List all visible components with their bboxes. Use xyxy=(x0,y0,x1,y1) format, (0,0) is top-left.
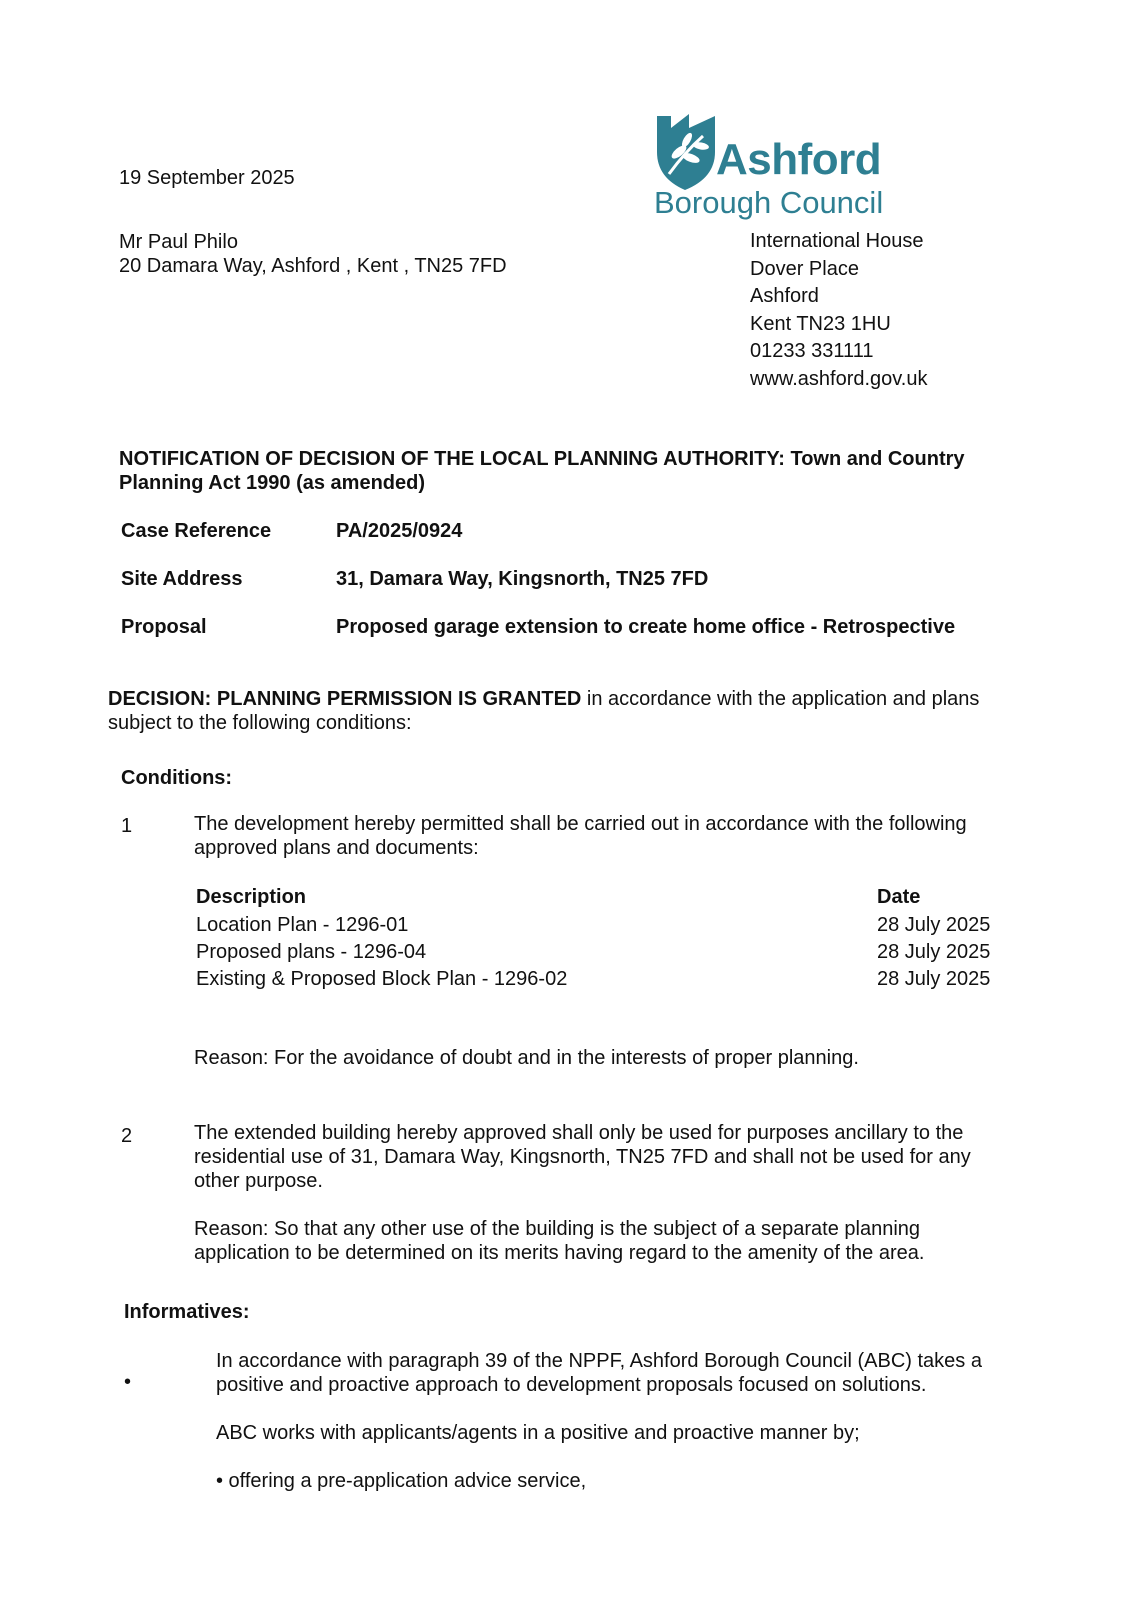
shield-leaf-icon xyxy=(655,112,725,192)
decision-line2: subject to the following conditions: xyxy=(108,712,412,734)
council-address-line: Dover Place xyxy=(750,258,859,280)
condition-2-line3: other purpose. xyxy=(194,1170,323,1192)
conditions-heading: Conditions: xyxy=(121,767,233,789)
decision-granted: DECISION: PLANNING PERMISSION IS GRANTED xyxy=(108,688,582,710)
decision-statement xyxy=(108,687,979,711)
condition-2-reason-line2: application to be determined on its merits having regard to the amenity of the area. xyxy=(194,1242,925,1264)
plans-table-cell-date: 28 July 2025 xyxy=(877,914,991,936)
case-reference-value: PA/2025/0924 xyxy=(336,520,463,542)
informative-3: • offering a pre-application advice service, xyxy=(216,1470,587,1492)
plans-table-cell-date: 28 July 2025 xyxy=(877,941,991,963)
case-reference-label: Case Reference xyxy=(121,520,272,542)
council-address-line: International House xyxy=(750,230,924,252)
condition-number: 1 xyxy=(121,815,133,837)
notice-heading-line2: Planning Act 1990 (as amended) xyxy=(119,472,426,494)
condition-2-line1: The extended building hereby approved shall only be used for purposes ancillary to the xyxy=(194,1122,964,1144)
condition-2-reason-line1: Reason: So that any other use of the building is the subject of a separate planning xyxy=(194,1218,921,1240)
council-address-line: Ashford xyxy=(750,285,819,307)
decision-rest: in accordance with the application and plans xyxy=(581,688,980,710)
recipient-address: 20 Damara Way, Ashford , Kent , TN25 7FD xyxy=(119,255,507,277)
site-address-label: Site Address xyxy=(121,568,243,590)
proposal-value: Proposed garage extension to create home office - Retrospective xyxy=(336,616,956,638)
plans-table-header-description: Description xyxy=(196,886,307,908)
informative-1-line2: positive and proactive approach to development proposals focused on solutions. xyxy=(216,1374,927,1396)
plans-table-header-date: Date xyxy=(877,886,921,908)
council-address-line: Kent TN23 1HU xyxy=(750,313,891,335)
notice-heading-line1: NOTIFICATION OF DECISION OF THE LOCAL PLANNING AUTHORITY: Town and Country xyxy=(119,448,965,470)
site-address-value: 31, Damara Way, Kingsnorth, TN25 7FD xyxy=(336,568,709,590)
plans-table-cell-description: Existing & Proposed Block Plan - 1296-02 xyxy=(196,968,568,990)
informatives-heading: Informatives: xyxy=(124,1301,250,1323)
condition-2-line2: residential use of 31, Damara Way, Kingsnorth, TN25 7FD and shall not be used for any xyxy=(194,1146,971,1168)
plans-table-cell-description: Proposed plans - 1296-04 xyxy=(196,941,427,963)
plans-table-cell-date: 28 July 2025 xyxy=(877,968,991,990)
council-website: www.ashford.gov.uk xyxy=(750,368,928,390)
logo-wordmark-ashford: Ashford xyxy=(716,135,882,184)
informative-1-line1: In accordance with paragraph 39 of the NPPF, Ashford Borough Council (ABC) takes a xyxy=(216,1350,982,1372)
letter-date: 19 September 2025 xyxy=(119,167,295,189)
condition-number: 2 xyxy=(121,1125,133,1147)
condition-1-line1: The development hereby permitted shall be carried out in accordance with the following xyxy=(194,813,967,835)
proposal-label: Proposal xyxy=(121,616,207,638)
condition-1-reason: Reason: For the avoidance of doubt and in the interests of proper planning. xyxy=(194,1047,859,1069)
council-phone: 01233 331111 xyxy=(750,340,874,362)
recipient-name: Mr Paul Philo xyxy=(119,231,238,253)
logo-wordmark-borough-council: Borough Council xyxy=(654,185,884,220)
informative-bullet: • xyxy=(124,1371,132,1393)
plans-table-cell-description: Location Plan - 1296-01 xyxy=(196,914,409,936)
informative-2: ABC works with applicants/agents in a positive and proactive manner by; xyxy=(216,1422,860,1444)
condition-1-line2: approved plans and documents: xyxy=(194,837,479,859)
